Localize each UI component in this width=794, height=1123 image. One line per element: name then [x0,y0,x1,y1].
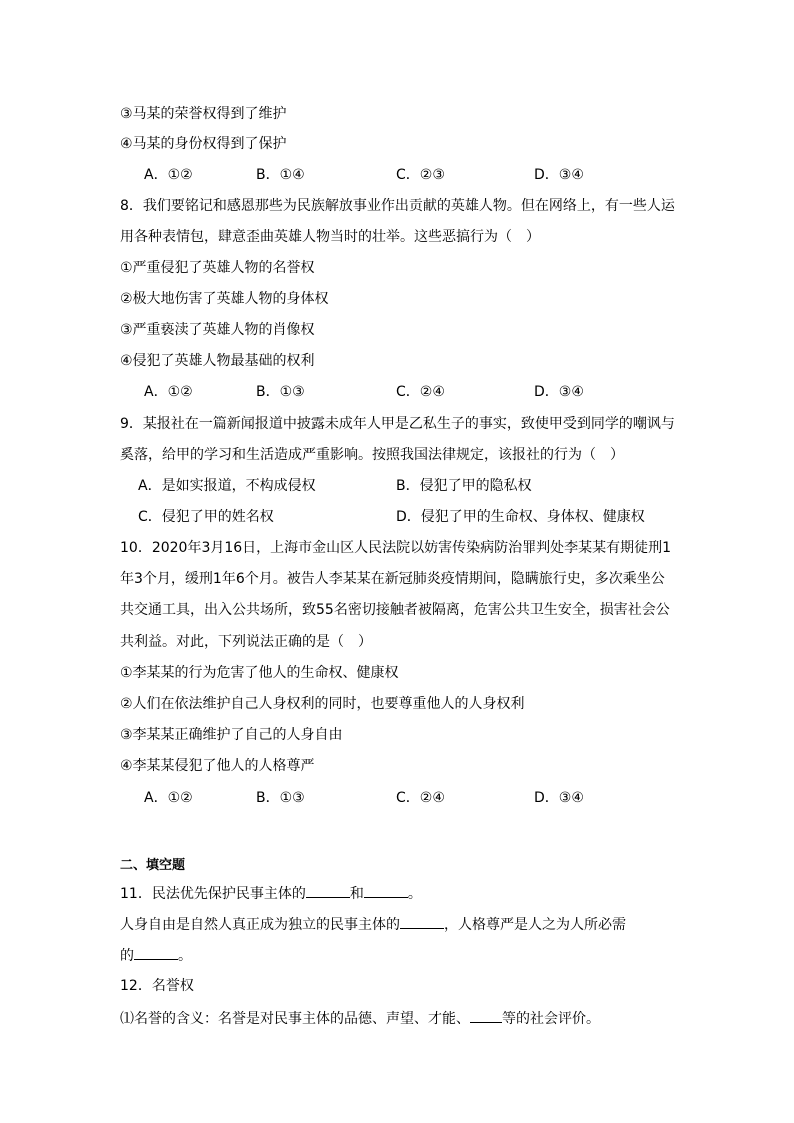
q7-option-c: C．②③ [396,167,445,183]
q10-stem-line-4: 共利益。对此，下列说法正确的是（ ） [120,634,372,650]
q12-title: 12．名誉权 [120,978,194,994]
q8-option-b: B．①③ [256,384,305,400]
q11-line-2-text-b: ，人格尊严是人之为人所必需 [444,917,626,933]
q11-line-2 [120,914,626,935]
q11-line-3-text-a: 的 [120,948,134,964]
q8-stem-line-2: 用各种表情包，肆意歪曲英雄人物当时的壮举。这些恶搞行为（ ） [120,229,540,245]
q10-stem-line-2: 年3个月，缓刑1年6个月。被告人李某某在新冠肺炎疫情期间，隐瞒旅行史，多次乘坐公 [120,571,665,587]
q10-option-d: D．③④ [534,790,584,806]
q7-statement-3: ③马某的荣誉权得到了维护 [120,106,287,122]
q7-option-a: A．①② [144,167,193,183]
q11-line-3 [120,945,192,966]
q8-statement-4: ④侵犯了英雄人物最基础的权利 [120,353,315,369]
q10-statement-1: ①李某某的行为危害了他人的生命权、健康权 [120,665,399,681]
q8-statement-3: ③严重亵渎了英雄人物的肖像权 [120,322,315,338]
q10-option-b: B．①③ [256,790,305,806]
q9-option-b: B．侵犯了甲的隐私权 [396,478,532,494]
q8-option-d: D．③④ [534,384,584,400]
q10-option-a: A．①② [144,790,193,806]
q11-line-2-text-a: 人身自由是自然人真正成为独立的民事主体的 [120,917,400,933]
section-title-fill-in: 二、填空题 [120,858,186,873]
q11-line-1-text-b: 和 [349,886,364,902]
q12-blank-1[interactable] [470,1008,502,1023]
q11-blank-4[interactable] [134,945,178,960]
q7-option-b: B．①④ [256,167,305,183]
q11-line-3-text-b: 。 [178,948,192,964]
q11-blank-1[interactable] [306,883,350,898]
q9-option-a: A．是如实报道，不构成侵权 [138,478,316,494]
q8-statement-2: ②极大地伤害了英雄人物的身体权 [120,291,329,307]
q7-statement-4: ④马某的身份权得到了保护 [120,136,287,152]
q7-option-d: D．③④ [534,167,584,183]
q10-statement-3: ③李某某正确维护了自己的人身自由 [120,727,343,743]
q9-stem-line-1: 9．某报社在一篇新闻报道中披露未成年人甲是乙私生子的事实，致使甲受到同学的嘲讽与 [120,416,675,432]
q10-statement-4: ④李某某侵犯了他人的人格尊严 [120,758,315,774]
q8-option-c: C．②④ [396,384,445,400]
q11-line-1 [120,883,422,904]
q10-stem-line-3: 共交通工具，出入公共场所，致55名密切接触者被隔离，危害公共卫生安全，损害社会公 [120,602,670,618]
q11-line-1-text-a: 11．民法优先保护民事主体的 [120,886,306,902]
q12-line-1 [120,1008,600,1029]
q11-blank-3[interactable] [400,914,444,929]
q10-stem-line-1: 10．2020年3月16日，上海市金山区人民法院以妨害传染病防治罪判处李某某有期徒刑1 [120,540,672,556]
q8-stem-line-1: 8．我们要铭记和感恩那些为民族解放事业作出贡献的英雄人物。但在网络上，有一些人运 [120,198,675,214]
q11-blank-2[interactable] [364,883,408,898]
q11-line-1-text-c: 。 [407,886,422,902]
q9-option-c: C．侵犯了甲的姓名权 [138,509,274,525]
q12-line-1-text-b: 等的社会评价。 [502,1011,600,1027]
q9-stem-line-2: 奚落，给甲的学习和生活造成严重影响。按照我国法律规定，该报社的行为（ ） [120,447,624,463]
q12-line-1-text-a: ⑴名誉的含义：名誉是对民事主体的品德、声望、才能、 [120,1011,470,1027]
q8-option-a: A．①② [144,384,193,400]
q10-option-c: C．②④ [396,790,445,806]
q10-statement-2: ②人们在依法维护自己人身权利的同时，也要尊重他人的人身权利 [120,696,525,712]
q9-option-d: D．侵犯了甲的生命权、身体权、健康权 [396,509,645,525]
q8-statement-1: ①严重侵犯了英雄人物的名誉权 [120,260,315,276]
